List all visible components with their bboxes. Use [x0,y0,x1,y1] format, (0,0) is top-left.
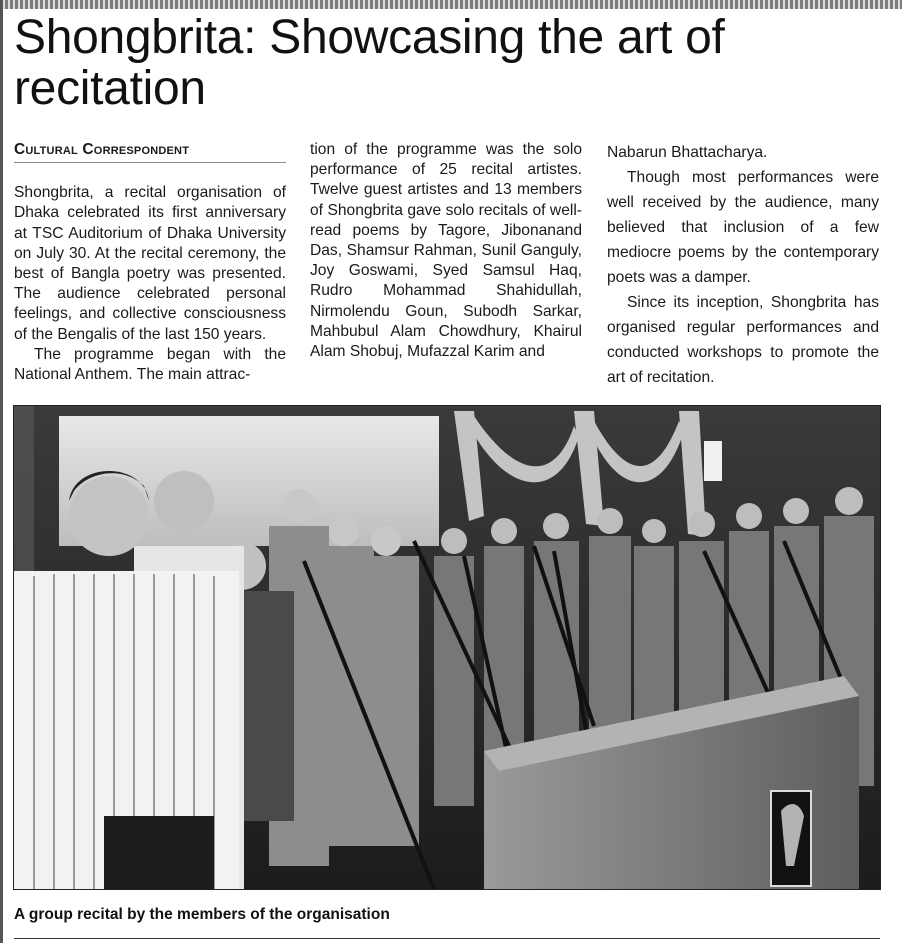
col1-paragraph-1: Shongbrita, a recital organisation of Dhaka celebrated its first anniversary at TSC Auditorium of Dhaka University on July 30. At the recital ceremony, the best of Bangla poetry was presented. The audience celebrated personal feelings, and collective consciousness of the Bengalis of the last 150 years. [14,184,286,343]
article-column-3 [607,140,879,390]
col2-paragraph-1: tion of the programme was the solo performance of 25 recital artistes. Twelve guest artistes and 13 members of Shongbrita gave solo recitals of well-read poems by Tagore, Jibonanand Das, Shamsur Rahman, Sunil Ganguly, Joy Goswami, Syed Samsul Haq, Rudro Mohammad Shahidullah, Nirmolendu Goun, Subodh Sarkar, Mahbubul Alam Chowdhury, Khairul Alam Shobuj, Mufazzal Karim and [310,141,582,361]
photo-caption: A group recital by the members of the organisation [14,906,390,923]
top-edge-strip [0,0,902,9]
byline: Cultural Correspondent [14,140,286,163]
left-column-rule [0,0,3,943]
bottom-rule [14,938,880,939]
stage-light [704,441,722,481]
col3-paragraph-1: Nabarun Bhattacharya. [607,144,768,161]
article-column-2 [310,140,582,362]
col3-paragraph-3: Since its inception, Shongbrita has organised regular performances and conducted workshops to promote the art of recitation. [607,294,879,386]
photo-illustration [14,406,880,889]
headline: Shongbrita: Showcasing the art of recitation [14,11,725,115]
group-recital-photo [13,405,881,890]
article-column-1 [14,140,286,385]
col3-paragraph-2: Though most performances were well received by the audience, many believed that inclusion of a few mediocre poems by the contemporary poets was a damper. [607,169,879,286]
col1-paragraph-2: The programme began with the National Anthem. The main attrac- [14,345,286,384]
